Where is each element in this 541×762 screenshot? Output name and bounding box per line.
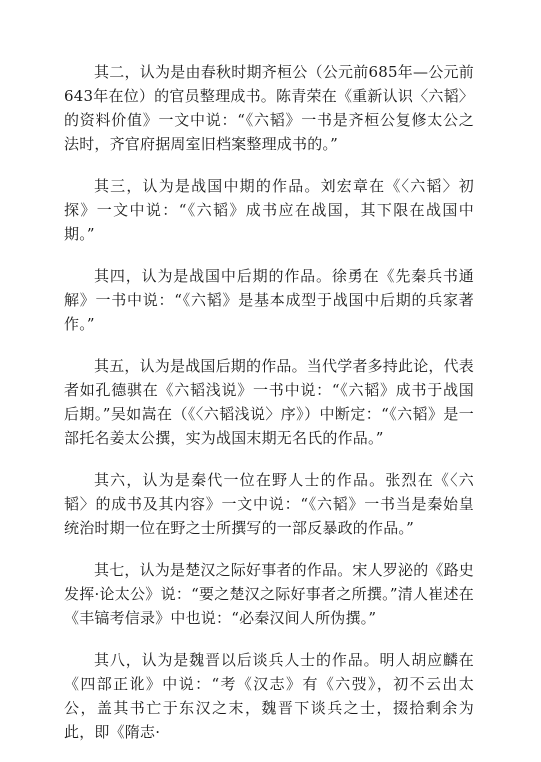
paragraph-7: 其七，认为是楚汉之际好事者的作品。宋人罗泌的《路史发挥·论太公》说：“要之楚汉之际好事者之所撰。”清人崔述在《丰镐考信录》中也说：“必秦汉间人所伪撰。” [64,561,475,627]
paragraph-6: 其六，认为是秦代一位在野人士的作品。张烈在《〈六韬〉的成书及其内容》一文中说：“《六韬》一书当是秦始皇统治时期一位在野之士所撰写的一部反暴政的作品。” [64,471,474,537]
paragraph-4: 其四，认为是战国中后期的作品。徐勇在《先秦兵书通解》一书中说：“《六韬》是基本成型于战国中后期的兵家著作。” [64,267,474,333]
paragraph-2: 其二，认为是由春秋时期齐桓公（公元前685年—公元前643年在位）的官员整理成书。陈青荣在《重新认识〈六韬〉的资料价值》一文中说：“《六韬》一书是齐桓公复修太公之法时，齐官府据周室旧档案整理成书的。” [64,63,474,153]
paragraph-8: 其八，认为是魏晋以后谈兵人士的作品。明人胡应麟在《四部正讹》中说：“考《汉志》有《六弢》，初不云出太公，盖其书亡于东汉之末，魏晋下谈兵之士，掇拾剩余为此，即《隋志· [64,651,474,741]
paragraph-3: 其三，认为是战国中期的作品。刘宏章在《〈六韬〉初探》一文中说：“《六韬》成书应在战国，其下限在战国中期。” [64,177,474,243]
document-body [64,60,474,762]
paragraph-5: 其五，认为是战国后期的作品。当代学者多持此论，代表者如孔德骐在《六韬浅说》一书中说：“《六韬》成书于战国后期。”吴如嵩在（《〈六韬浅说〉序》）中断定：“《六韬》是一部托名姜太公撰，实为战国末期无名氏的作品。” [64,357,475,447]
